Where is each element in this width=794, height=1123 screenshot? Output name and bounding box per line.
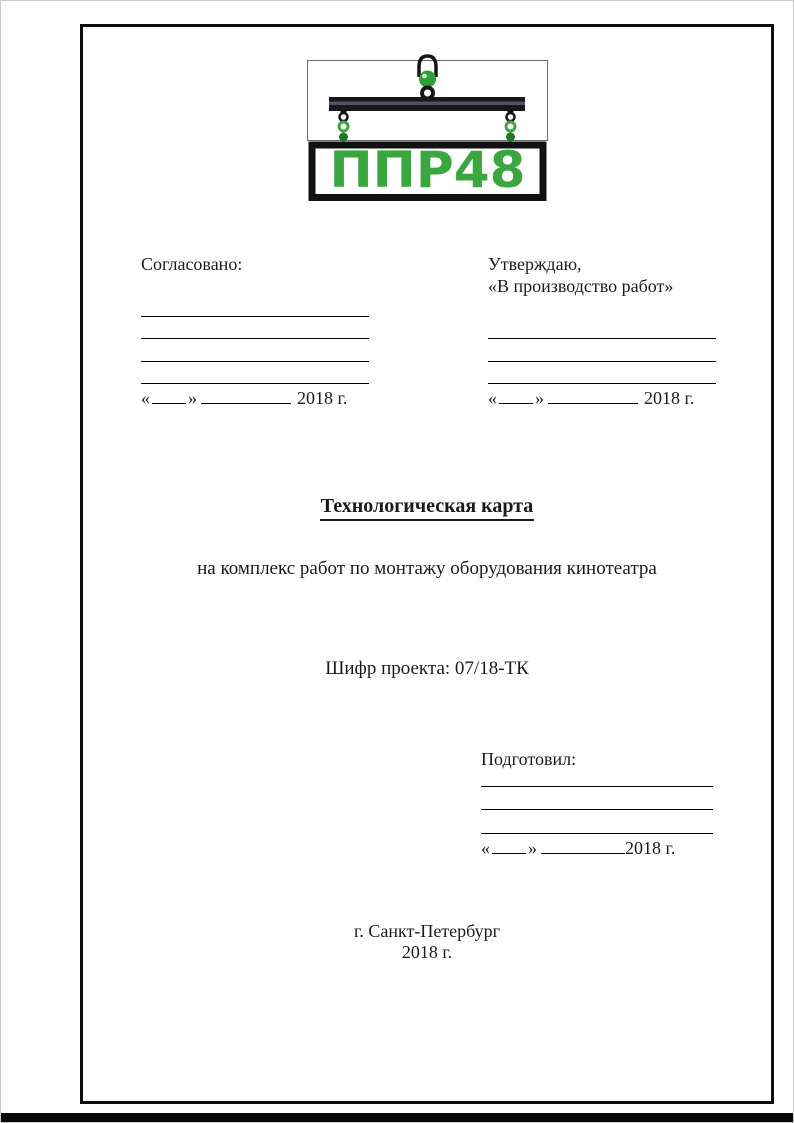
signature-line bbox=[141, 339, 369, 362]
page-subtitle: на комплекс работ по монтажу оборудования кинотеатра bbox=[197, 558, 657, 579]
footer-city: г. Санкт-Петербург bbox=[353, 921, 501, 941]
date-day-blank bbox=[499, 388, 533, 404]
close-quote: » bbox=[188, 388, 197, 408]
open-quote: « bbox=[488, 388, 497, 408]
signature-line bbox=[488, 362, 716, 385]
bottom-black-strip bbox=[1, 1113, 793, 1122]
approval-right-block bbox=[488, 253, 716, 408]
approve-label: Утверждаю, bbox=[488, 254, 582, 274]
signature-line bbox=[141, 294, 369, 317]
signature-line bbox=[481, 770, 713, 787]
company-logo bbox=[307, 53, 548, 201]
subtitle-row bbox=[83, 558, 771, 580]
signature-lines bbox=[481, 770, 713, 834]
prepared-block bbox=[481, 748, 713, 858]
page-title: Технологическая карта bbox=[320, 495, 535, 521]
close-quote: » bbox=[535, 388, 544, 408]
date-year: 2018 г. bbox=[625, 837, 676, 858]
footer-year: 2018 г. bbox=[401, 942, 453, 962]
date-month-blank bbox=[541, 838, 625, 854]
approval-left-block bbox=[141, 253, 369, 408]
prepared-label: Подготовил: bbox=[481, 749, 577, 769]
crane-logo-icon bbox=[307, 53, 548, 201]
approve-sublabel: «В производство работ» bbox=[488, 276, 674, 296]
date-month-blank bbox=[548, 388, 638, 404]
beam-highlight bbox=[329, 102, 525, 106]
hook-ball-highlight bbox=[422, 74, 427, 79]
date-day-blank bbox=[492, 838, 526, 854]
signature-line bbox=[488, 317, 716, 340]
logo-brand-text: ППР48 bbox=[329, 141, 526, 199]
agreed-label: Согласовано: bbox=[141, 254, 243, 274]
date-line bbox=[481, 834, 713, 858]
open-quote: « bbox=[481, 837, 490, 858]
date-year: 2018 г. bbox=[644, 388, 695, 408]
signature-line bbox=[481, 787, 713, 811]
title-row bbox=[83, 495, 771, 521]
date-day-blank bbox=[152, 388, 186, 404]
footer-block bbox=[83, 921, 771, 963]
date-month-blank bbox=[201, 388, 291, 404]
signature-line bbox=[488, 339, 716, 362]
hook-ball-icon bbox=[419, 71, 436, 88]
date-line bbox=[488, 384, 716, 408]
signature-lines bbox=[141, 294, 369, 384]
title-page bbox=[80, 24, 774, 1104]
signature-line bbox=[141, 362, 369, 385]
signature-line bbox=[141, 317, 369, 340]
project-code-row bbox=[83, 658, 771, 680]
date-year: 2018 г. bbox=[297, 388, 348, 408]
signature-lines bbox=[488, 317, 716, 385]
spacer bbox=[488, 297, 716, 317]
project-code: Шифр проекта: 07/18-ТК bbox=[325, 658, 529, 679]
date-line bbox=[141, 384, 369, 408]
signature-line bbox=[481, 810, 713, 834]
open-quote: « bbox=[141, 388, 150, 408]
close-quote: » bbox=[528, 837, 537, 858]
spacer bbox=[141, 275, 369, 294]
